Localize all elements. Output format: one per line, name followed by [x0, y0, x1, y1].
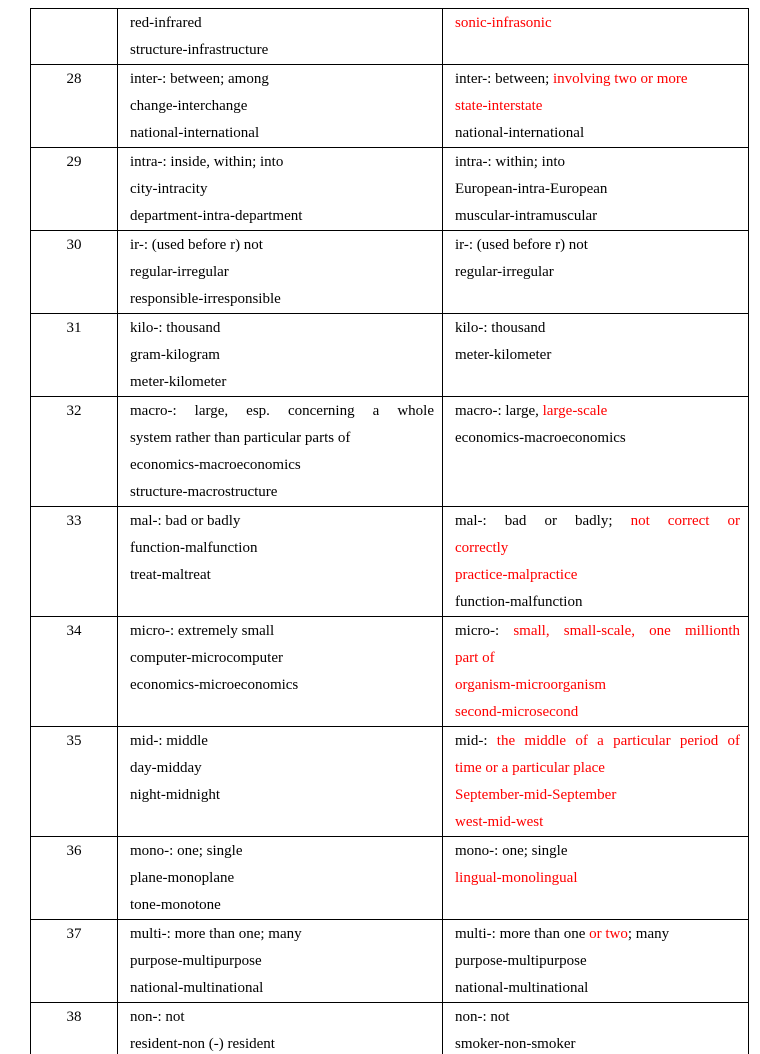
text-segment: responsible-irresponsible	[130, 291, 281, 307]
original-entry-cell	[118, 65, 443, 148]
text-line	[455, 93, 740, 120]
text-line	[130, 672, 434, 699]
text-segment: mal-: bad or badly;	[455, 513, 631, 529]
original-entry-cell	[118, 837, 443, 920]
revised-entry-cell	[443, 9, 749, 65]
text-line	[455, 975, 740, 1002]
text-segment: micro-:	[455, 623, 514, 639]
text-segment: mono-: one; single	[130, 843, 243, 859]
table-row	[31, 314, 749, 397]
table-row	[31, 9, 749, 65]
revised-entry-cell	[443, 148, 749, 231]
text-segment: macro-: large, esp. concerning a whole	[130, 403, 434, 419]
text-line	[130, 921, 434, 948]
text-segment: economics-microeconomics	[130, 677, 299, 693]
revised-entry-cell	[443, 837, 749, 920]
row-number-cell	[31, 727, 118, 837]
revised-entry-cell	[443, 231, 749, 314]
text-line	[455, 425, 740, 452]
text-line	[130, 342, 434, 369]
text-line	[130, 838, 434, 865]
row-number: 33	[66, 513, 82, 529]
text-line	[455, 645, 740, 672]
table-row	[31, 727, 749, 837]
row-number: 32	[66, 403, 82, 419]
text-line	[130, 259, 434, 286]
revision-text-segment: September-mid-September	[455, 787, 617, 803]
text-segment: non-: not	[130, 1009, 185, 1025]
table-row	[31, 837, 749, 920]
row-number-cell	[31, 65, 118, 148]
text-segment: mal-: bad or badly	[130, 513, 241, 529]
text-line	[455, 562, 740, 589]
text-line	[455, 865, 740, 892]
text-segment: smoker-non-smoker	[455, 1036, 576, 1052]
text-segment: European-intra-European	[455, 181, 608, 197]
text-segment: micro-: extremely small	[130, 623, 275, 639]
text-segment: resident-non (-) resident	[130, 1036, 275, 1052]
revision-text-segment: small, small-scale, one millionth	[513, 623, 740, 639]
revised-entry-cell	[443, 1003, 749, 1054]
text-line	[455, 699, 740, 726]
text-line	[455, 508, 740, 535]
text-line	[130, 149, 434, 176]
table-row	[31, 507, 749, 617]
text-line	[455, 149, 740, 176]
text-segment: treat-maltreat	[130, 567, 211, 583]
text-line	[455, 315, 740, 342]
text-segment: inter-: between;	[455, 71, 553, 87]
text-line	[130, 1004, 434, 1031]
table-row	[31, 397, 749, 507]
text-segment: computer-microcomputer	[130, 650, 283, 666]
text-line	[455, 921, 740, 948]
revised-entry-cell	[443, 314, 749, 397]
text-segment: night-midnight	[130, 787, 220, 803]
prefix-table	[30, 8, 749, 1054]
text-segment: change-interchange	[130, 98, 248, 114]
text-line	[455, 369, 740, 396]
row-number-cell	[31, 617, 118, 727]
text-line	[130, 865, 434, 892]
row-number-cell	[31, 314, 118, 397]
text-segment: purpose-multipurpose	[130, 953, 262, 969]
original-entry-cell	[118, 314, 443, 397]
text-line	[455, 10, 740, 37]
row-number: 29	[66, 154, 82, 170]
text-line	[455, 176, 740, 203]
text-segment: purpose-multipurpose	[455, 953, 587, 969]
row-number: 35	[66, 733, 82, 749]
text-segment: national-multinational	[455, 980, 589, 996]
row-number-cell	[31, 231, 118, 314]
text-line	[455, 589, 740, 616]
text-segment: national-international	[130, 125, 260, 141]
revision-text-segment: second-microsecond	[455, 704, 579, 720]
revised-entry-cell	[443, 617, 749, 727]
row-number-cell	[31, 148, 118, 231]
revision-text-segment: part of	[455, 650, 495, 666]
revised-entry-cell	[443, 397, 749, 507]
text-segment: function-malfunction	[130, 540, 258, 556]
text-segment: system rather than particular parts of	[130, 430, 351, 446]
text-line	[130, 37, 434, 64]
text-line	[130, 479, 434, 506]
row-number-cell	[31, 397, 118, 507]
text-line	[130, 232, 434, 259]
text-segment: meter-kilometer	[130, 374, 227, 390]
row-number-cell	[31, 837, 118, 920]
text-segment: non-: not	[455, 1009, 510, 1025]
text-segment: mid-: middle	[130, 733, 208, 749]
original-entry-cell	[118, 1003, 443, 1054]
text-segment: city-intracity	[130, 181, 208, 197]
revision-text-segment: state-interstate	[455, 98, 543, 114]
revision-text-segment: west-mid-west	[455, 814, 544, 830]
text-line	[130, 645, 434, 672]
text-line	[455, 535, 740, 562]
text-segment: ir-: (used before r) not	[455, 237, 588, 253]
row-number-cell	[31, 1003, 118, 1054]
original-entry-cell	[118, 920, 443, 1003]
text-segment: day-midday	[130, 760, 202, 776]
row-number: 34	[66, 623, 82, 639]
text-segment: gram-kilogram	[130, 347, 220, 363]
text-line	[455, 120, 740, 147]
text-line	[130, 203, 434, 230]
row-number: 36	[66, 843, 82, 859]
text-line	[130, 10, 434, 37]
text-line	[455, 809, 740, 836]
revision-text-segment: organism-microorganism	[455, 677, 607, 693]
revision-text-segment: practice-malpractice	[455, 567, 578, 583]
text-line	[130, 975, 434, 1002]
text-segment: economics-macroeconomics	[130, 457, 301, 473]
revision-text-segment: the middle of a particular period of	[496, 733, 740, 749]
original-entry-cell	[118, 397, 443, 507]
text-line	[130, 93, 434, 120]
row-number: 28	[66, 71, 82, 87]
text-line	[130, 398, 434, 425]
prefix-table-body	[31, 9, 749, 1054]
text-segment: multi-: more than one; many	[130, 926, 302, 942]
text-line	[455, 1031, 740, 1054]
text-segment: intra-: within; into	[455, 154, 565, 170]
text-segment: muscular-intramuscular	[455, 208, 598, 224]
text-segment: macro-: large,	[455, 403, 543, 419]
revision-text-segment: sonic-infrasonic	[455, 15, 552, 31]
text-line	[130, 618, 434, 645]
text-line	[130, 452, 434, 479]
original-entry-cell	[118, 231, 443, 314]
original-entry-cell	[118, 507, 443, 617]
text-segment: economics-macroeconomics	[455, 430, 626, 446]
text-line	[455, 342, 740, 369]
revised-entry-cell	[443, 727, 749, 837]
text-segment: department-intra-department	[130, 208, 303, 224]
text-segment: multi-: more than one	[455, 926, 590, 942]
text-segment: red-infrared	[130, 15, 202, 31]
text-line	[455, 286, 740, 313]
text-segment: mid-:	[455, 733, 497, 749]
text-line	[455, 259, 740, 286]
row-number: 31	[66, 320, 82, 336]
original-entry-cell	[118, 727, 443, 837]
text-line	[455, 232, 740, 259]
text-line	[130, 369, 434, 396]
row-number: 38	[66, 1009, 82, 1025]
row-number-cell	[31, 9, 118, 65]
text-segment: national-multinational	[130, 980, 264, 996]
original-entry-cell	[118, 9, 443, 65]
text-line	[130, 892, 434, 919]
text-line	[130, 755, 434, 782]
text-line	[455, 782, 740, 809]
text-line	[455, 66, 740, 93]
text-segment: function-malfunction	[455, 594, 583, 610]
text-segment: ir-: (used before r) not	[130, 237, 263, 253]
revision-text-segment: or two	[589, 926, 628, 942]
text-segment: plane-monoplane	[130, 870, 235, 886]
text-segment: national-international	[455, 125, 585, 141]
revision-text-segment: correctly	[455, 540, 509, 556]
text-line	[130, 508, 434, 535]
text-line	[130, 728, 434, 755]
text-line	[455, 203, 740, 230]
text-segment: regular-irregular	[455, 264, 554, 280]
text-line	[455, 1004, 740, 1031]
text-line	[130, 535, 434, 562]
text-segment: structure-macrostructure	[130, 484, 278, 500]
text-line	[130, 286, 434, 313]
text-line	[455, 838, 740, 865]
text-segment: ; many	[627, 926, 670, 942]
text-line	[130, 120, 434, 147]
table-row	[31, 148, 749, 231]
table-row	[31, 231, 749, 314]
table-row	[31, 1003, 749, 1054]
row-number-cell	[31, 920, 118, 1003]
text-line	[455, 728, 740, 755]
text-line	[130, 562, 434, 589]
text-line	[130, 425, 434, 452]
text-line	[455, 618, 740, 645]
text-line	[130, 948, 434, 975]
text-segment: inter-: between; among	[130, 71, 269, 87]
text-line	[455, 672, 740, 699]
original-entry-cell	[118, 148, 443, 231]
text-segment: tone-monotone	[130, 897, 221, 913]
text-line	[455, 948, 740, 975]
text-line	[455, 398, 740, 425]
text-segment: intra-: inside, within; into	[130, 154, 284, 170]
text-line	[130, 1031, 434, 1054]
text-line	[130, 315, 434, 342]
revision-text-segment: lingual-monolingual	[455, 870, 578, 886]
table-row	[31, 65, 749, 148]
revision-text-segment: not correct or	[630, 513, 740, 529]
row-number: 37	[66, 926, 82, 942]
revision-text-segment: large-scale	[542, 403, 608, 419]
text-line	[130, 66, 434, 93]
row-number-cell	[31, 507, 118, 617]
text-segment: structure-infrastructure	[130, 42, 269, 58]
text-line	[130, 782, 434, 809]
revision-text-segment: time or a particular place	[455, 760, 605, 776]
revised-entry-cell	[443, 920, 749, 1003]
text-segment: mono-: one; single	[455, 843, 568, 859]
text-segment: regular-irregular	[130, 264, 229, 280]
text-line	[130, 176, 434, 203]
revised-entry-cell	[443, 65, 749, 148]
revision-text-segment: involving two or more	[553, 71, 688, 87]
text-segment: kilo-: thousand	[455, 320, 546, 336]
revised-entry-cell	[443, 507, 749, 617]
original-entry-cell	[118, 617, 443, 727]
text-segment: meter-kilometer	[455, 347, 552, 363]
row-number: 30	[66, 237, 82, 253]
text-segment: kilo-: thousand	[130, 320, 221, 336]
table-row	[31, 920, 749, 1003]
text-line	[455, 755, 740, 782]
table-row	[31, 617, 749, 727]
